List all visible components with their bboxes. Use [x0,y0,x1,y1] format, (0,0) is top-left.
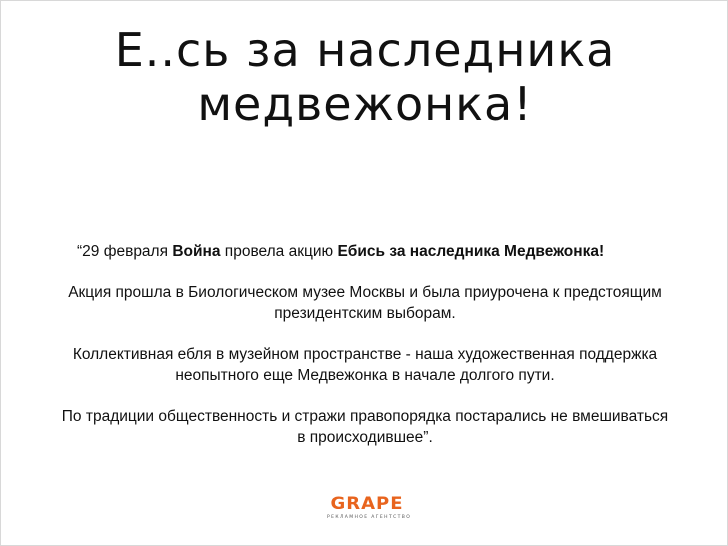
slide-title [1,23,728,131]
intro-bold-action: Ебись за наследника Медвежонка! [337,243,605,260]
intro-text-2: провела акцию [220,243,338,260]
paragraph-intro [77,241,669,262]
intro-bold-group: Война [172,243,221,260]
slide-body [61,241,669,468]
grape-logo [327,493,412,521]
paragraph-tradition: По традиции общественность и стражи правопорядка постарались не вмешиваться в происходившее”. [61,408,669,446]
title-line-2: медвежонка! [197,77,533,131]
paragraph-location: Акция прошла в Биологическом музее Москвы и была приурочена к предстоящим президентским выборам. [68,284,662,322]
paragraph-support: Коллективная ебля в музейном пространстве - наша художественная поддержка неопытного еще Медвежонка в начале долгого пути. [72,346,658,384]
logo-tagline: РЕКЛАМНОЕ АГЕНТСТВО [327,515,412,520]
title-line-1: Е..сь за наследника [114,23,616,77]
intro-text-1: “29 февраля [77,243,173,260]
logo-wordmark: GRAPE [330,493,404,514]
